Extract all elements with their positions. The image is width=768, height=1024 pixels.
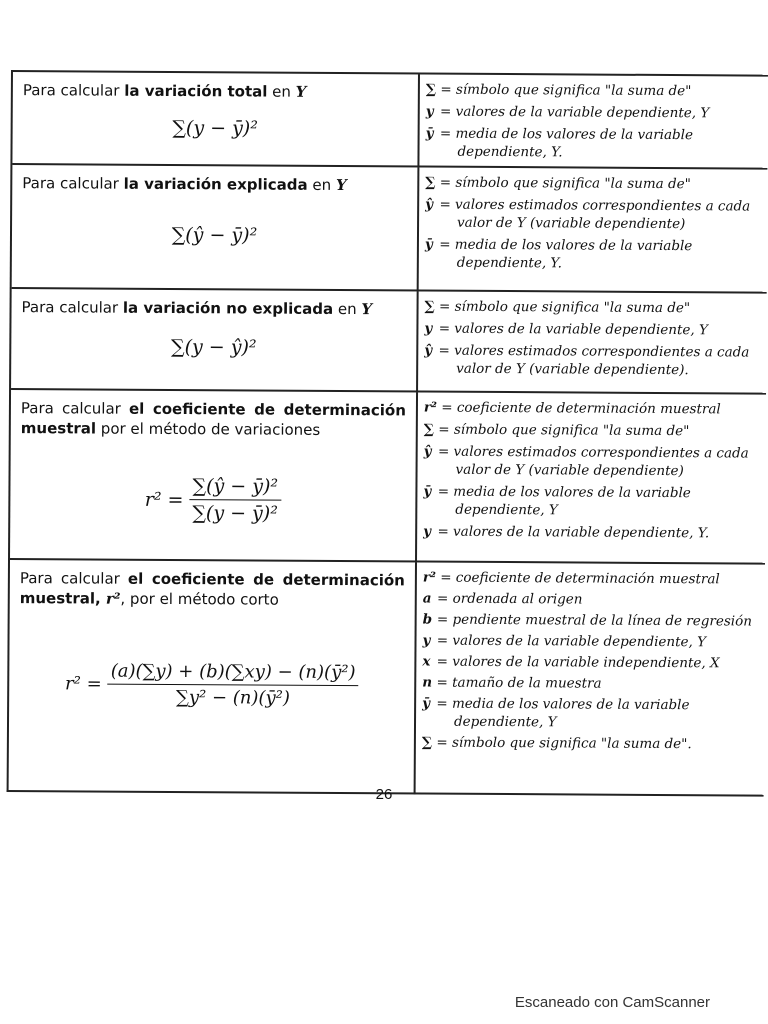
- scanner-watermark: Escaneado con CamScanner: [514, 994, 710, 1011]
- row-heading: Para calcular el coeficiente de determinación muestral, r², por el método corto: [19, 569, 405, 609]
- table-row: [10, 390, 766, 565]
- definition-item: x = valores de la variable independiente, X: [422, 653, 720, 672]
- definition-item: ȳ = media de los valores de la variable dependiente, Y.: [425, 125, 694, 161]
- table-row: [12, 72, 768, 170]
- left-cell: [10, 390, 418, 560]
- definition-item: y = valores de la variable dependiente, Y: [422, 632, 707, 651]
- left-cell: [12, 72, 420, 165]
- definitions-cell: [416, 562, 765, 796]
- definitions-cell: [418, 291, 767, 392]
- definition-item: r² = coeficiente de determinación muestral: [423, 399, 721, 418]
- fraction: $\frac{\text{∑(ŷ − ȳ)²}}{\text{∑(y − ȳ)²}}$: [189, 475, 281, 525]
- definition-item: ∑ = símbolo que significa "la suma de".: [421, 734, 692, 753]
- definition-item: ∑ = símbolo que significa "la suma de": [423, 421, 690, 440]
- definition-item: a = ordenada al origen: [422, 590, 583, 608]
- definition-item: ȳ = media de los valores de la variable dependiente, Y: [422, 695, 690, 731]
- formula: r² = $\frac{\text{∑(ŷ − ȳ)²}}{\text{∑(y − ȳ)²}}$: [10, 474, 415, 525]
- definitions-cell: [419, 167, 768, 291]
- definition-item: ŷ = valores estimados correspondientes a cada valor de Y (variable dependiente): [425, 196, 751, 233]
- definition-item: y = valores de la variable dependiente, Y: [425, 103, 710, 122]
- definition-item: ȳ = media de los valores de la variable dependiente, Y.: [424, 236, 693, 272]
- table-row: [12, 165, 768, 294]
- definition-item: ∑ = símbolo que significa "la suma de": [424, 298, 691, 317]
- formula: r² = $\frac{\text{(a)(∑y) + (b)(∑xy) − (n)(ȳ²)}}{\text{∑y² − (n)(ȳ²)}}$: [9, 660, 414, 709]
- fraction: $\frac{\text{(a)(∑y) + (b)(∑xy) − (n)(ȳ²)}}{\text{∑y² − (n)(ȳ²)}}$: [108, 661, 359, 710]
- formula: ∑(y − ŷ)²: [170, 335, 257, 359]
- left-cell: [9, 560, 417, 794]
- left-cell: [12, 165, 420, 289]
- definition-item: ∑ = símbolo que significa "la suma de": [425, 81, 692, 100]
- definition-item: r² = coeficiente de determinación muestral: [422, 569, 720, 588]
- page-number: 26: [375, 786, 393, 803]
- row-heading: Para calcular la variación explicada en Y: [22, 174, 347, 195]
- definitions-cell: [419, 74, 768, 167]
- definition-item: ∑ = símbolo que significa "la suma de": [425, 174, 691, 193]
- definition-item: ŷ = valores estimados correspondientes a cada valor de Y (variable dependiente).: [424, 342, 750, 379]
- definition-item: b = pendiente muestral de la línea de regresión: [422, 611, 752, 630]
- row-heading: Para calcular la variación total en Y: [22, 81, 307, 101]
- definition-item: ȳ = media de los valores de la variable dependiente, Y: [423, 483, 691, 519]
- formula-table: [7, 70, 768, 797]
- formula: ∑(ŷ − ȳ)²: [171, 223, 258, 247]
- definition-item: y = valores de la variable dependiente, Y: [424, 320, 708, 339]
- left-cell: [11, 289, 419, 390]
- row-heading: Para calcular el coeficiente de determinación muestral por el método de variaciones: [20, 399, 406, 439]
- definition-item: ŷ = valores estimados correspondientes a cada valor de Y (variable dependiente): [423, 443, 749, 480]
- definitions-cell: [417, 392, 766, 562]
- row-heading: Para calcular la variación no explicada en Y: [21, 298, 373, 319]
- definition-item: y = valores de la variable dependiente, Y.: [423, 523, 710, 542]
- table-row: [9, 560, 765, 797]
- definition-item: n = tamaño de la muestra: [422, 674, 602, 692]
- formula: ∑(y − ȳ)²: [172, 116, 258, 140]
- table-row: [11, 289, 767, 395]
